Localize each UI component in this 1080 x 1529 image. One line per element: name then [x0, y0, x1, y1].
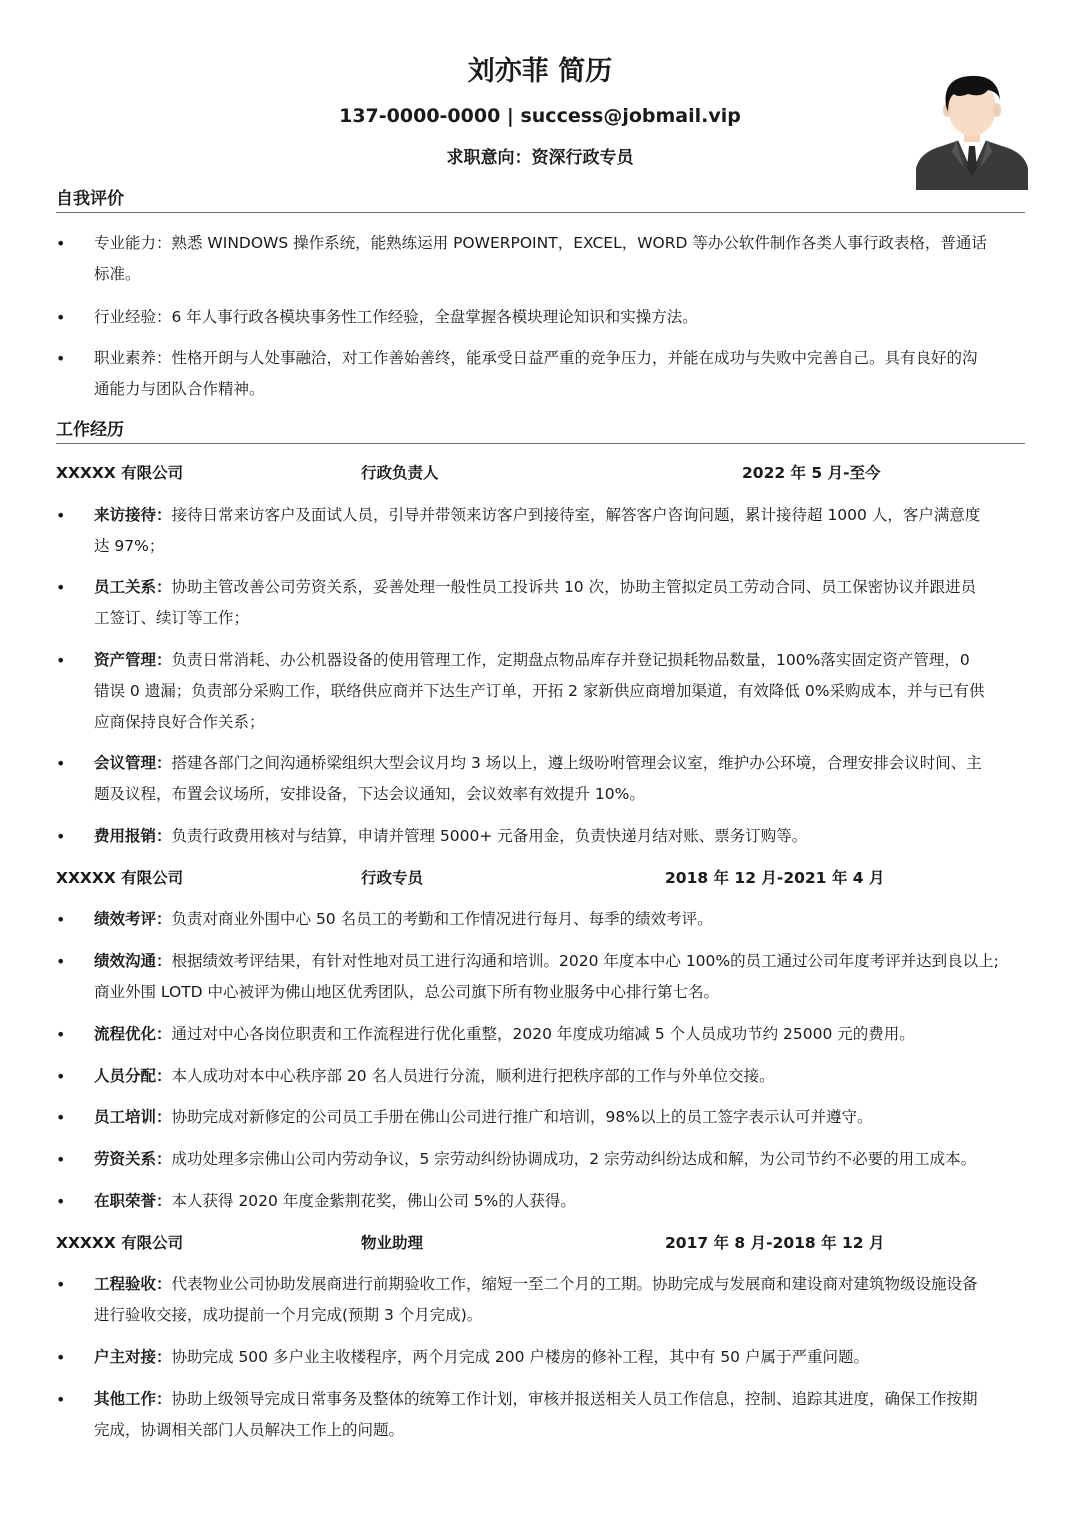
list-item-text: 根据绩效考评结果，有针对性地对员工进行沟通和培训。2020 年度本中心 100%的员工通过公司年度考评并达到良以上;: [171, 952, 999, 970]
list-item-label: 绩效沟通：: [94, 952, 172, 970]
list-item-text: 进行验收交接，成功提前一个月完成(预期 3 个月完成)。: [94, 1306, 483, 1324]
list-item-text: 本人获得 2020 年度金紫荆花奖，佛山公司 5%的人获得。: [171, 1192, 576, 1210]
list-item-text: 负责对商业外围中心 50 名员工的考勤和工作情况进行每月、每季的绩效考评。: [171, 910, 713, 928]
list-item-label: 户主对接：: [94, 1348, 172, 1366]
job-position: 物业助理: [361, 1234, 424, 1252]
contact-info: 137-0000-0000 | success@jobmail.vip: [339, 105, 741, 127]
list-item-label: 劳资关系：: [94, 1150, 172, 1168]
job-period: 2022 年 5 月-至今: [742, 464, 881, 482]
list-item-text: 本人成功对本中心秩序部 20 名人员进行分流，顺利进行把秩序部的工作与外单位交接。: [171, 1067, 775, 1085]
list-item: [94, 302, 1027, 333]
job-company: XXXXX 有限公司: [56, 464, 184, 482]
list-item-label: 员工关系：: [94, 578, 172, 596]
list-item-text: 商业外围 LOTD 中心被评为佛山地区优秀团队，总公司旗下所有物业服务中心排行第七名。: [94, 983, 720, 1001]
list-item-label: 其他工作：: [94, 1390, 172, 1408]
list-item-text: 完成，协调相关部门人员解决工作上的问题。: [94, 1421, 405, 1439]
list-item: [94, 1269, 1027, 1331]
list-item: [94, 500, 1027, 562]
list-item-text: 协助主管改善公司劳资关系，妥善处理一般性员工投诉共 10 次，协助主管拟定员工劳动合同、员工保密协议并跟进员: [171, 578, 977, 596]
list-item: [94, 1342, 1027, 1373]
list-item: [94, 1144, 1027, 1175]
list-item-label: 在职荣誉：: [94, 1192, 172, 1210]
list-item-label: 人员分配：: [94, 1067, 172, 1085]
list-item: [94, 1186, 1027, 1217]
list-item-text: 应商保持良好合作关系；: [94, 713, 265, 731]
list-item-text: • 专业能力：熟悉 WINDOWS 操作系统，能熟练运用 POWERPOINT，EXCEL，WORD 等办公软件制作各类人事行政表格，普通话: [94, 234, 987, 252]
list-item-label: 来访接待：: [94, 506, 172, 524]
list-item-label: 流程优化：: [94, 1025, 172, 1043]
list-item-text: • 职业素养：性格开朗与人处事融洽，对工作善始善终，能承受日益严重的竞争压力，并能在成功与失败中完善自己。具有良好的沟: [94, 349, 978, 367]
section-heading-self-evaluation: 自我评价: [56, 186, 1025, 213]
list-item: [94, 748, 1027, 810]
job-period: 2017 年 8 月-2018 年 12 月: [665, 1234, 885, 1252]
list-item-text: 达 97%；: [94, 537, 165, 555]
job-header: [56, 863, 1025, 893]
list-item: [94, 572, 1027, 634]
list-item-label: 工程验收：: [94, 1275, 172, 1293]
list-item-text: • 行业经验：6 年人事行政各模块事务性工作经验，全盘掌握各模块理论知识和实操方法。: [94, 308, 698, 326]
job-position: 行政专员: [361, 869, 424, 887]
list-item: [94, 1061, 1027, 1092]
list-item-label: 绩效考评：: [94, 910, 172, 928]
job-header: [56, 458, 1025, 488]
list-item-text: 负责行政费用核对与结算，申请并管理 5000+ 元备用金，负责快递月结对账、票务订购等。: [171, 827, 808, 845]
job-objective: 求职意向：资深行政专员: [446, 148, 634, 168]
list-item-text: 错误 0 遗漏；负责部分采购工作，联络供应商并下达生产订单，开拓 2 家新供应商增加渠道，有效降低 0%采购成本，并与已有供: [94, 682, 985, 700]
list-item-text: 题及议程，布置会议场所，安排设备，下达会议通知，会议效率有效提升 10%。: [94, 785, 645, 803]
avatar: [912, 72, 1032, 190]
list-item: [94, 821, 1027, 852]
list-item: [94, 228, 1027, 290]
job-period: 2018 年 12 月-2021 年 4 月: [665, 869, 885, 887]
list-item: [94, 1019, 1027, 1050]
list-item-text: 成功处理多宗佛山公司内劳动争议，5 宗劳动纠纷协调成功，2 宗劳动纠纷达成和解，为公司节约不必要的用工成本。: [171, 1150, 977, 1168]
job-company: XXXXX 有限公司: [56, 1234, 184, 1252]
list-item: [94, 645, 1027, 738]
list-item-text: 接待日常来访客户及面试人员，引导并带领来访客户到接待室，解答客户咨询问题，累计接待超 1000 人，客户满意度: [171, 506, 981, 524]
list-item-text: 通过对中心各岗位职责和工作流程进行优化重整，2020 年度成功缩减 5 个人员成功节约 25000 元的费用。: [171, 1025, 915, 1043]
list-item-text: 代表物业公司协助发展商进行前期验收工作，缩短一至二个月的工期。协助完成与发展商和建设商对建筑物级设施设备: [171, 1275, 978, 1293]
list-item: [94, 904, 1027, 935]
list-item: [94, 946, 1027, 1008]
list-item-text: 协助完成 500 多户业主收楼程序，两个月完成 200 户楼房的修补工程，其中有 50 户属于严重问题。: [171, 1348, 869, 1366]
list-item: [94, 343, 1027, 405]
list-item: [94, 1384, 1027, 1446]
list-item-text: 搭建各部门之间沟通桥梁组织大型会议月均 3 场以上，遵上级吩咐管理会议室，维护办公环境，合理安排会议时间、主: [171, 754, 982, 772]
list-item: [94, 1102, 1027, 1133]
list-item-text: 标准。: [94, 265, 141, 283]
section-heading-work-experience: 工作经历: [56, 417, 1025, 444]
job-position: 行政负责人: [361, 464, 439, 482]
list-item-text: 协助上级领导完成日常事务及整体的统筹工作计划，审核并报送相关人员工作信息，控制、追踪其进度，确保工作按期: [171, 1390, 978, 1408]
list-item-text: 通能力与团队合作精神。: [94, 380, 265, 398]
list-item-label: 费用报销：: [94, 827, 172, 845]
list-item-text: 负责日常消耗、办公机器设备的使用管理工作，定期盘点物品库存并登记损耗物品数量，100%落实固定资产管理，0: [171, 651, 970, 669]
resume-title: 刘亦菲 简历: [467, 56, 613, 87]
list-item-text: 工签订、续订等工作；: [94, 609, 250, 627]
job-header: [56, 1228, 1025, 1258]
list-item-label: 资产管理：: [94, 651, 172, 669]
list-item-label: 员工培训：: [94, 1108, 172, 1126]
list-item-text: 协助完成对新修定的公司员工手册在佛山公司进行推广和培训，98%以上的员工签字表示认可并遵守。: [171, 1108, 873, 1126]
job-company: XXXXX 有限公司: [56, 869, 184, 887]
list-item-label: 会议管理：: [94, 754, 172, 772]
